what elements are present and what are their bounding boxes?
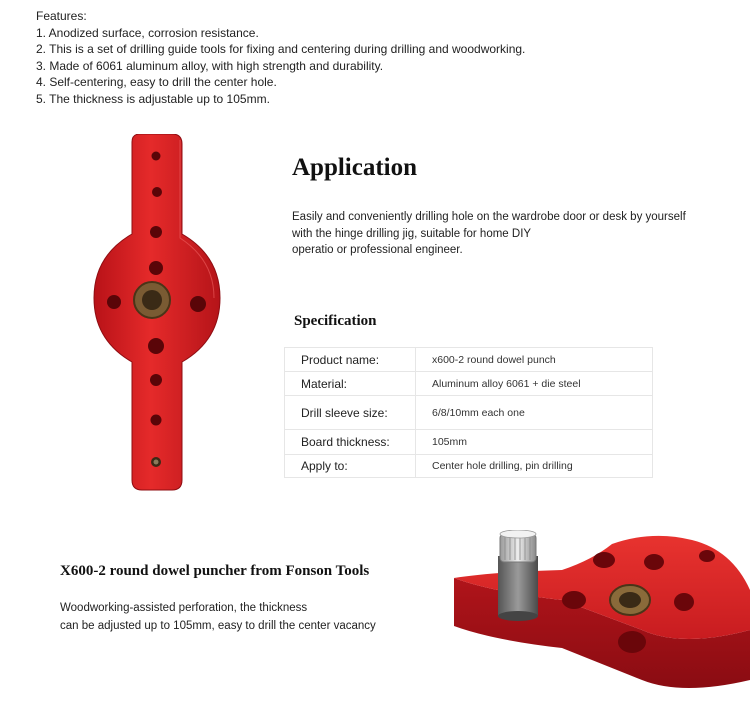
- product-description: Woodworking-assisted perforation, the thickness can be adjusted up to 105mm, easy to drill the center vacancy: [60, 602, 376, 632]
- application-title: Application: [292, 154, 418, 181]
- jig-post: [498, 556, 538, 616]
- application-description: Easily and conveniently drilling hole on the wardrobe door or desk by yourself with the hinge drilling jig, suitable for home DIY operatio or professional engineer.: [292, 211, 686, 256]
- features-list: [36, 8, 525, 108]
- features-heading: Features:: [36, 9, 87, 23]
- feature-item: 4. Self-centering, easy to drill the center hole.: [36, 75, 277, 90]
- table-row: Drill sleeve size: 6/8/10mm each one: [285, 396, 653, 430]
- table-row: Board thickness: 105mm: [285, 430, 653, 455]
- feature-item: 3. Made of 6061 aluminum alloy, with high strength and durability.: [36, 58, 384, 73]
- dowel-jig-front-image: [92, 134, 222, 494]
- specification-title: Specification: [294, 313, 377, 329]
- feature-item: 1. Anodized surface, corrosion resistance.: [36, 25, 259, 40]
- feature-item: 5. The thickness is adjustable up to 105mm.: [36, 91, 270, 106]
- dowel-jig-closeup-image: [452, 530, 750, 718]
- table-row: Apply to: Center hole drilling, pin drilling: [285, 455, 653, 478]
- table-row: Product name: x600-2 round dowel punch: [285, 348, 653, 372]
- feature-item: 2. This is a set of drilling guide tools for fixing and centering during drilling and woodworking.: [36, 42, 526, 57]
- specification-table: [284, 347, 653, 478]
- product-title: X600-2 round dowel puncher from Fonson Tools: [60, 563, 370, 579]
- table-row: Material: Aluminum alloy 6061 + die steel: [285, 372, 653, 396]
